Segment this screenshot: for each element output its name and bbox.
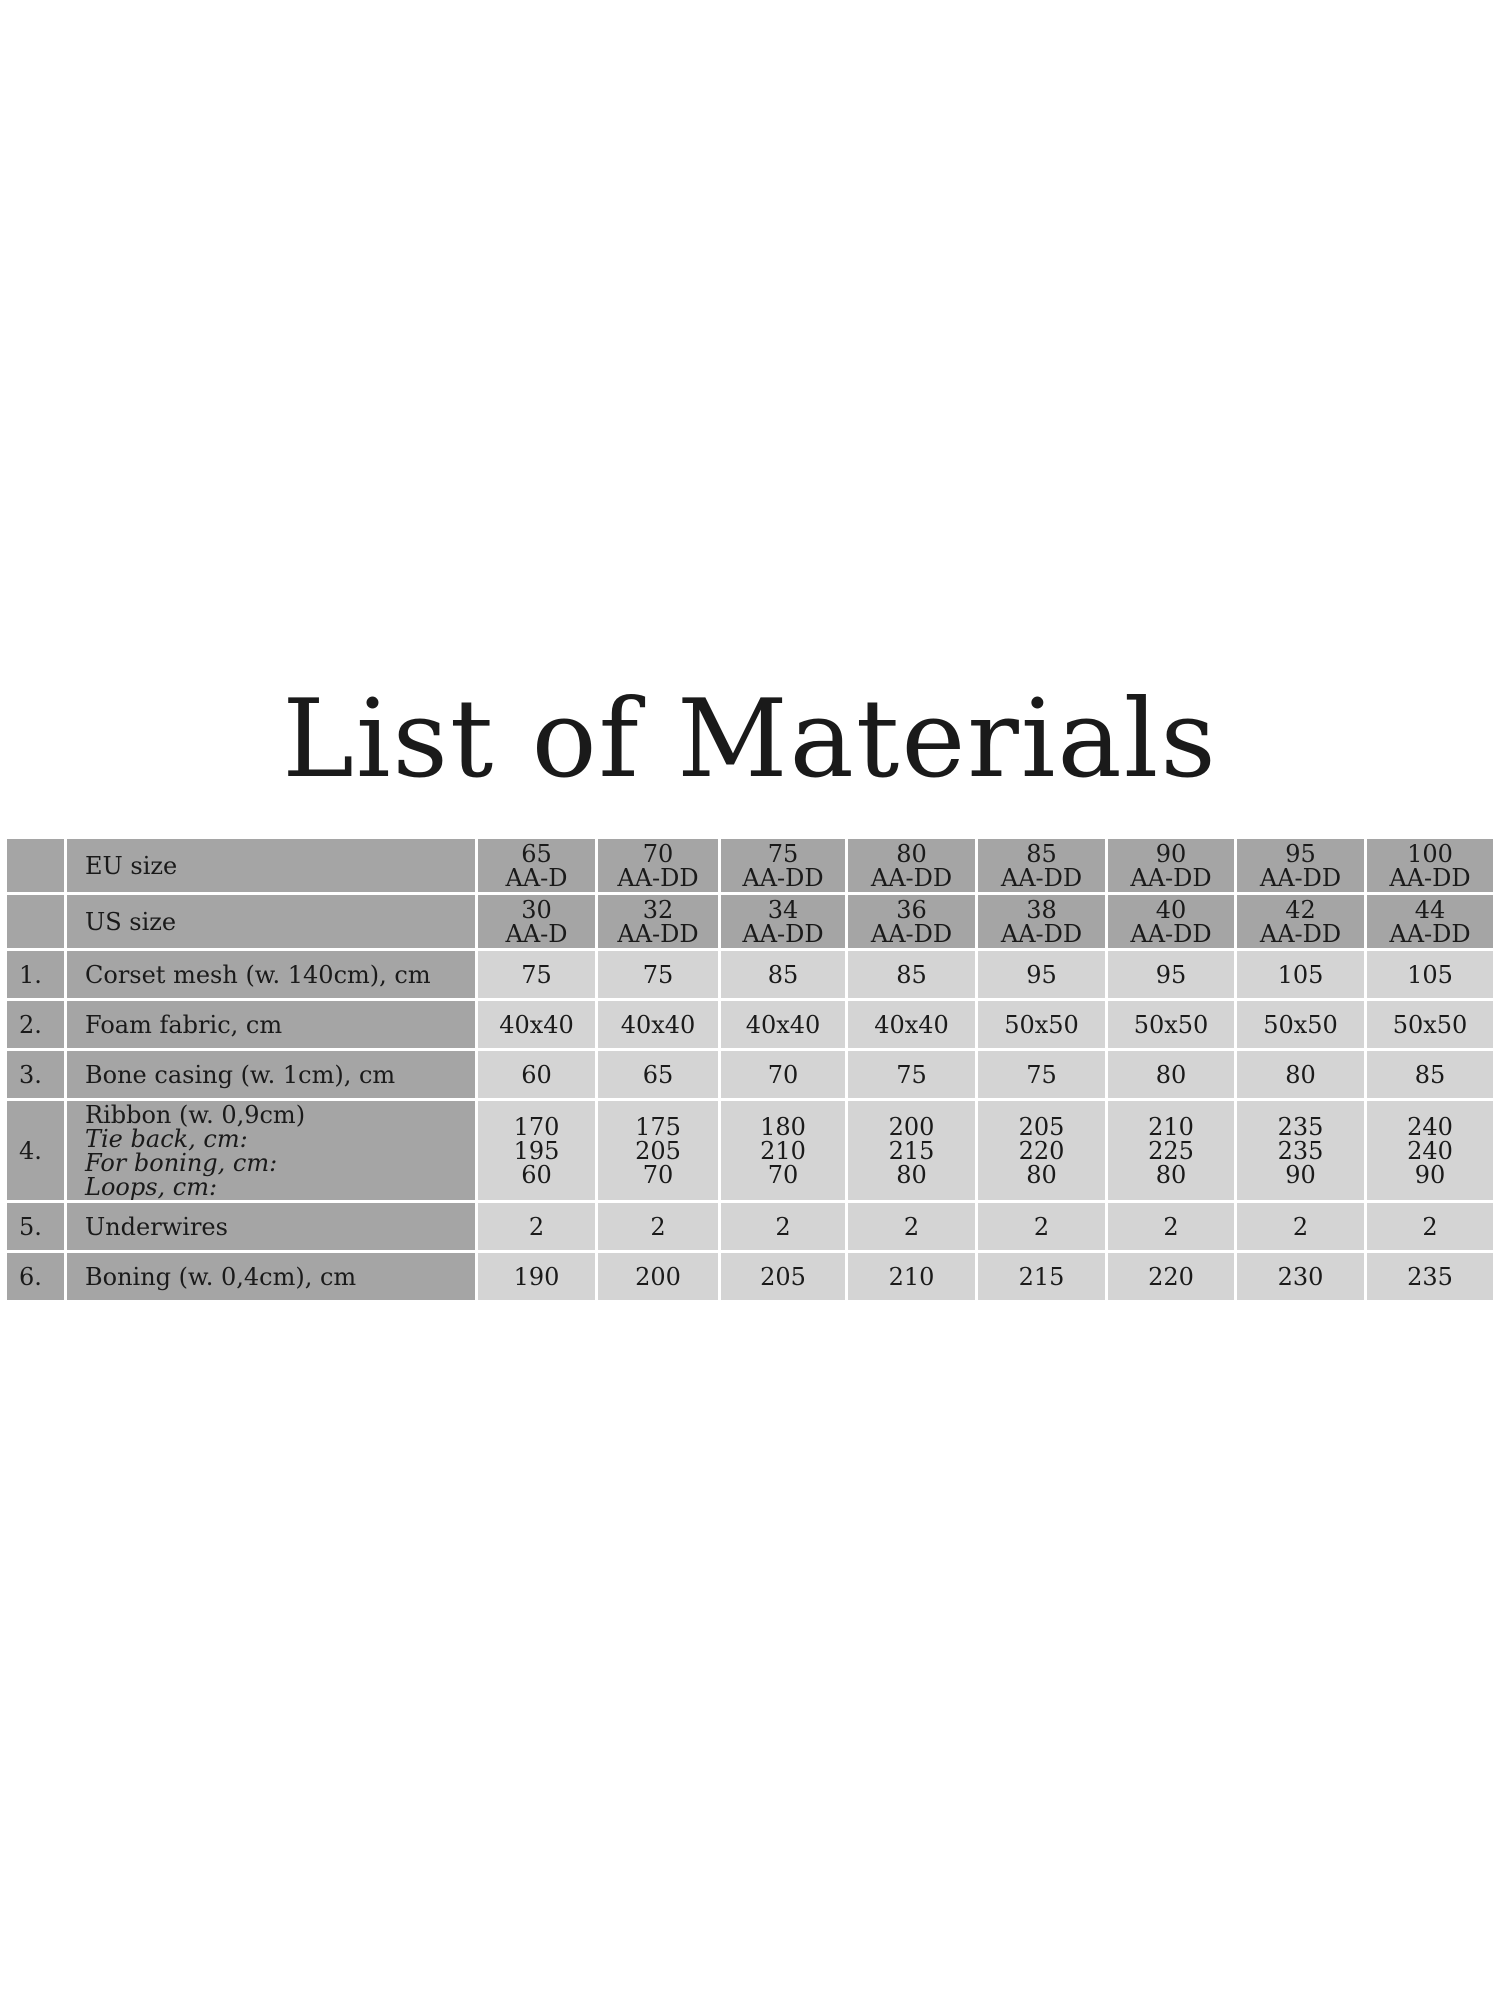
size-number: 95 [1285, 839, 1316, 868]
size-cell [1108, 895, 1234, 948]
ribbon-value: 210 [1148, 1112, 1194, 1141]
size-cup: AA-DD [617, 863, 699, 892]
value-cell: 95 [978, 951, 1105, 998]
row-number-cell: 1. [7, 951, 64, 998]
value-cell: 2 [478, 1203, 595, 1250]
row-number-cell: 2. [7, 1001, 64, 1048]
size-cup: AA-DD [870, 863, 953, 892]
row-label-cell: Boning (w. 0,4cm), cm [67, 1253, 475, 1300]
size-number: 38 [1026, 895, 1057, 924]
ribbon-value: 90 [1285, 1160, 1316, 1189]
table-body [7, 839, 1493, 1300]
value-cell [478, 1101, 595, 1200]
value-cell: 220 [1108, 1253, 1234, 1300]
ribbon-sub-label: For boning, cm: [85, 1148, 278, 1177]
ribbon-sub-label: Tie back, cm: [85, 1124, 248, 1153]
value-cell [1108, 1101, 1234, 1200]
value-cell: 200 [598, 1253, 718, 1300]
value-cell: 75 [848, 1051, 975, 1098]
size-cup: AA-DD [1130, 863, 1212, 892]
value-cell: 85 [848, 951, 975, 998]
ribbon-value: 240 [1407, 1112, 1453, 1141]
size-number: 42 [1285, 895, 1316, 924]
size-number: 80 [896, 839, 927, 868]
row-label-cell: Corset mesh (w. 140cm), cm [67, 951, 475, 998]
value-cell: 60 [478, 1051, 595, 1098]
value-cell: 105 [1237, 951, 1364, 998]
size-number: 32 [642, 895, 674, 924]
size-cup: AA-DD [1259, 919, 1342, 948]
value-cell [598, 1101, 718, 1200]
value-cell: 2 [598, 1203, 718, 1250]
size-cup: AA-DD [617, 919, 699, 948]
size-cell [1237, 839, 1364, 892]
value-cell: 50x50 [1367, 1001, 1493, 1048]
ribbon-value: 70 [767, 1160, 799, 1189]
value-cell: 80 [1108, 1051, 1234, 1098]
size-cell [721, 839, 845, 892]
row-label-cell: Foam fabric, cm [67, 1001, 475, 1048]
ribbon-value: 170 [513, 1112, 560, 1141]
value-cell [721, 1101, 845, 1200]
value-cell: 205 [721, 1253, 845, 1300]
page-title: List of Materials [282, 677, 1218, 802]
value-cell: 65 [598, 1051, 718, 1098]
ribbon-value: 205 [635, 1136, 681, 1165]
value-cell: 50x50 [978, 1001, 1105, 1048]
ribbon-value: 210 [760, 1136, 806, 1165]
material-row [7, 1051, 1493, 1098]
size-cup: AA-DD [742, 863, 824, 892]
ribbon-value: 90 [1414, 1160, 1446, 1189]
size-cup: AA-DD [1000, 863, 1083, 892]
size-cup: AA-DD [870, 919, 953, 948]
size-cup: AA-DD [742, 919, 824, 948]
size-cell [978, 895, 1105, 948]
material-row [7, 951, 1493, 998]
value-cell [1237, 1101, 1364, 1200]
ribbon-value: 225 [1148, 1136, 1194, 1165]
size-cup: AA-D [505, 863, 568, 892]
size-number: 34 [767, 895, 799, 924]
size-cell [478, 839, 595, 892]
materials-table [4, 836, 1496, 1303]
row-label-cell: Bone casing (w. 1cm), cm [67, 1051, 475, 1098]
ribbon-value: 205 [1018, 1112, 1065, 1141]
value-cell: 85 [1367, 1051, 1493, 1098]
value-cell: 2 [1237, 1203, 1364, 1250]
row-number-cell: 5. [7, 1203, 64, 1250]
size-cell [978, 839, 1105, 892]
ribbon-value: 80 [896, 1160, 927, 1189]
ribbon-value: 200 [888, 1112, 935, 1141]
size-cell [1367, 839, 1493, 892]
size-number: 36 [896, 895, 927, 924]
value-cell: 95 [1108, 951, 1234, 998]
eu-size-row [7, 839, 1493, 892]
size-cell [598, 895, 718, 948]
size-cell [1237, 895, 1364, 948]
ribbon-value: 235 [1277, 1112, 1324, 1141]
size-number: 40 [1155, 895, 1187, 924]
value-cell: 40x40 [848, 1001, 975, 1048]
ribbon-value: 80 [1155, 1160, 1187, 1189]
size-cup: AA-DD [1259, 863, 1342, 892]
value-cell: 230 [1237, 1253, 1364, 1300]
value-cell: 215 [978, 1253, 1105, 1300]
size-cup: AA-D [505, 919, 568, 948]
row-number-cell: 6. [7, 1253, 64, 1300]
size-cell [1367, 895, 1493, 948]
size-cup: AA-DD [1000, 919, 1083, 948]
size-cell [478, 895, 595, 948]
size-number: 30 [521, 895, 552, 924]
size-cell [721, 895, 845, 948]
value-cell: 190 [478, 1253, 595, 1300]
size-number: 70 [642, 839, 674, 868]
size-cell [848, 895, 975, 948]
size-cup: AA-DD [1389, 919, 1471, 948]
value-cell: 2 [848, 1203, 975, 1250]
row-label-cell [67, 1101, 475, 1200]
material-row [7, 1001, 1493, 1048]
ribbon-value: 175 [635, 1112, 681, 1141]
value-cell: 75 [598, 951, 718, 998]
row-label-cell: Underwires [67, 1203, 475, 1250]
row-number-cell [7, 895, 64, 948]
value-cell: 40x40 [721, 1001, 845, 1048]
value-cell: 70 [721, 1051, 845, 1098]
value-cell [1367, 1101, 1493, 1200]
value-cell: 2 [978, 1203, 1105, 1250]
value-cell: 210 [848, 1253, 975, 1300]
ribbon-value: 180 [760, 1112, 806, 1141]
size-number: 100 [1407, 839, 1453, 868]
value-cell: 50x50 [1237, 1001, 1364, 1048]
us-size-row [7, 895, 1493, 948]
value-cell: 105 [1367, 951, 1493, 998]
row-label-cell: EU size [67, 839, 475, 892]
ribbon-value: 195 [513, 1136, 560, 1165]
value-cell: 50x50 [1108, 1001, 1234, 1048]
size-cup: AA-DD [1130, 919, 1212, 948]
value-cell: 85 [721, 951, 845, 998]
value-cell [848, 1101, 975, 1200]
size-cup: AA-DD [1389, 863, 1471, 892]
row-number-cell: 4. [7, 1101, 64, 1200]
value-cell: 80 [1237, 1051, 1364, 1098]
size-number: 90 [1155, 839, 1187, 868]
value-cell: 40x40 [598, 1001, 718, 1048]
size-cell [1108, 839, 1234, 892]
value-cell: 2 [1108, 1203, 1234, 1250]
ribbon-value: 60 [521, 1160, 552, 1189]
value-cell [978, 1101, 1105, 1200]
row-number-cell: 3. [7, 1051, 64, 1098]
ribbon-value: 70 [642, 1160, 674, 1189]
value-cell: 235 [1367, 1253, 1493, 1300]
size-number: 44 [1414, 895, 1446, 924]
value-cell: 75 [978, 1051, 1105, 1098]
size-cell [848, 839, 975, 892]
size-number: 65 [521, 839, 552, 868]
value-cell: 75 [478, 951, 595, 998]
ribbon-value: 235 [1277, 1136, 1324, 1165]
size-number: 75 [767, 839, 799, 868]
value-cell: 2 [1367, 1203, 1493, 1250]
ribbon-sub-label: Loops, cm: [85, 1172, 218, 1201]
row-number-cell [7, 839, 64, 892]
ribbon-value: 220 [1018, 1136, 1065, 1165]
value-cell: 2 [721, 1203, 845, 1250]
value-cell: 40x40 [478, 1001, 595, 1048]
material-row [7, 1203, 1493, 1250]
ribbon-value: 215 [888, 1136, 935, 1165]
material-row [7, 1253, 1493, 1300]
ribbon-value: 80 [1026, 1160, 1057, 1189]
ribbon-value: 240 [1407, 1136, 1453, 1165]
size-cell [598, 839, 718, 892]
ribbon-row [7, 1101, 1493, 1200]
row-label-cell: US size [67, 895, 475, 948]
size-number: 85 [1026, 839, 1057, 868]
ribbon-label: Ribbon (w. 0,9cm) [85, 1100, 306, 1129]
